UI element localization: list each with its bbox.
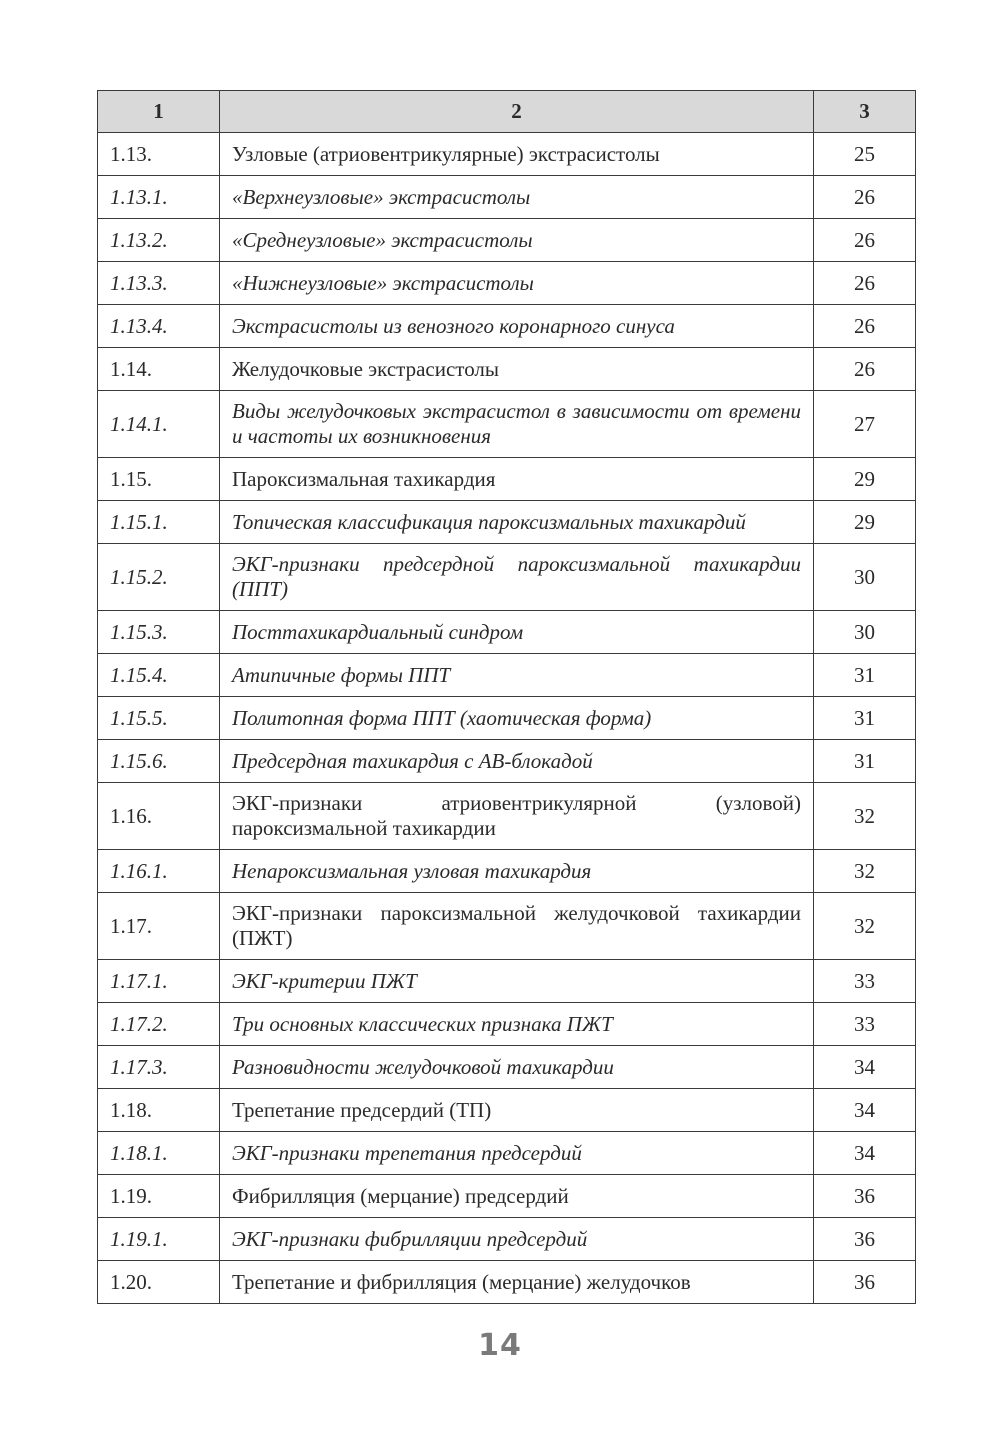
- section-page: 36: [814, 1261, 916, 1304]
- section-number: 1.13.2.: [98, 219, 220, 262]
- table-row: [98, 1089, 916, 1132]
- section-title: Разновидности желудочковой тахикардии: [220, 1046, 814, 1089]
- section-title: Желудочковые экстрасистолы: [220, 348, 814, 391]
- section-number: 1.14.: [98, 348, 220, 391]
- section-title: ЭКГ-признаки фибрилляции предсердий: [220, 1218, 814, 1261]
- section-page: 29: [814, 458, 916, 501]
- table-row: [98, 501, 916, 544]
- section-page: 31: [814, 654, 916, 697]
- section-title: Политопная форма ППТ (хаотическая форма): [220, 697, 814, 740]
- section-number: 1.15.4.: [98, 654, 220, 697]
- section-page: 34: [814, 1046, 916, 1089]
- section-page: 26: [814, 219, 916, 262]
- section-number: 1.17.1.: [98, 960, 220, 1003]
- section-number: 1.13.4.: [98, 305, 220, 348]
- section-title: Трепетание предсердий (ТП): [220, 1089, 814, 1132]
- page-number: 14: [478, 1328, 522, 1363]
- section-number: 1.20.: [98, 1261, 220, 1304]
- section-number: 1.13.3.: [98, 262, 220, 305]
- section-title: Трепетание и фибрилляция (мерцание) желудочков: [220, 1261, 814, 1304]
- header-row: [98, 91, 916, 133]
- table-row: [98, 176, 916, 219]
- table-row: [98, 219, 916, 262]
- section-title: Узловые (атриовентрикулярные) экстрасистолы: [220, 133, 814, 176]
- table-row: [98, 458, 916, 501]
- section-number: 1.14.1.: [98, 391, 220, 458]
- section-title: Посттахикардиальный синдром: [220, 611, 814, 654]
- table-row: [98, 262, 916, 305]
- table-row: [98, 697, 916, 740]
- section-title: Пароксизмальная тахикардия: [220, 458, 814, 501]
- section-page: 32: [814, 850, 916, 893]
- table-row: [98, 391, 916, 458]
- section-number: 1.16.1.: [98, 850, 220, 893]
- section-title: «Нижнеузловые» экстрасистолы: [220, 262, 814, 305]
- section-number: 1.15.2.: [98, 544, 220, 611]
- header-title: 2: [220, 91, 814, 133]
- section-page: 32: [814, 893, 916, 960]
- section-title: ЭКГ-признаки пароксизмальной желудочковой тахикардии (ПЖТ): [220, 893, 814, 960]
- section-page: 32: [814, 783, 916, 850]
- table-row: [98, 1218, 916, 1261]
- section-page: 34: [814, 1132, 916, 1175]
- section-title: «Среднеузловые» экстрасистолы: [220, 219, 814, 262]
- section-title: Три основных классических признака ПЖТ: [220, 1003, 814, 1046]
- section-title: ЭКГ-признаки трепетания предсердий: [220, 1132, 814, 1175]
- section-number: 1.19.1.: [98, 1218, 220, 1261]
- section-page: 31: [814, 740, 916, 783]
- table-row: [98, 783, 916, 850]
- section-number: 1.15.: [98, 458, 220, 501]
- table-row: [98, 544, 916, 611]
- table-row: [98, 1261, 916, 1304]
- table-row: [98, 133, 916, 176]
- section-page: 31: [814, 697, 916, 740]
- section-title: Непароксизмальная узловая тахикардия: [220, 850, 814, 893]
- section-title: Предсердная тахикардия с АВ-блокадой: [220, 740, 814, 783]
- header-page: 3: [814, 91, 916, 133]
- section-number: 1.17.2.: [98, 1003, 220, 1046]
- contents-table: [97, 90, 916, 1304]
- table-row: [98, 1046, 916, 1089]
- section-page: 26: [814, 348, 916, 391]
- table-row: [98, 305, 916, 348]
- section-title: Атипичные формы ППТ: [220, 654, 814, 697]
- table-row: [98, 654, 916, 697]
- table-row: [98, 1175, 916, 1218]
- section-page: 27: [814, 391, 916, 458]
- section-number: 1.17.: [98, 893, 220, 960]
- section-page: 30: [814, 611, 916, 654]
- table-row: [98, 893, 916, 960]
- table-row: [98, 348, 916, 391]
- section-number: 1.15.3.: [98, 611, 220, 654]
- section-number: 1.18.1.: [98, 1132, 220, 1175]
- table-row: [98, 960, 916, 1003]
- table-row: [98, 850, 916, 893]
- section-number: 1.15.6.: [98, 740, 220, 783]
- section-number: 1.15.5.: [98, 697, 220, 740]
- section-page: 26: [814, 176, 916, 219]
- table-row: [98, 740, 916, 783]
- section-number: 1.18.: [98, 1089, 220, 1132]
- table-row: [98, 1003, 916, 1046]
- section-title: «Верхнеузловые» экстрасистолы: [220, 176, 814, 219]
- section-title: ЭКГ-признаки предсердной пароксизмальной тахикардии (ППТ): [220, 544, 814, 611]
- section-page: 25: [814, 133, 916, 176]
- section-title: ЭКГ-критерии ПЖТ: [220, 960, 814, 1003]
- section-title: Виды желудочковых экстрасистол в зависимости от времени и частоты их возникновения: [220, 391, 814, 458]
- section-title: Экстрасистолы из венозного коронарного синуса: [220, 305, 814, 348]
- section-page: 26: [814, 262, 916, 305]
- table-row: [98, 611, 916, 654]
- section-number: 1.13.: [98, 133, 220, 176]
- section-page: 34: [814, 1089, 916, 1132]
- section-number: 1.17.3.: [98, 1046, 220, 1089]
- section-title: ЭКГ-признаки атриовентрикулярной (узловой) пароксизмальной тахикардии: [220, 783, 814, 850]
- header-number: 1: [98, 91, 220, 133]
- section-page: 26: [814, 305, 916, 348]
- section-page: 30: [814, 544, 916, 611]
- section-number: 1.13.1.: [98, 176, 220, 219]
- section-number: 1.15.1.: [98, 501, 220, 544]
- section-title: Топическая классификация пароксизмальных тахикардий: [220, 501, 814, 544]
- table-row: [98, 1132, 916, 1175]
- section-title: Фибрилляция (мерцание) предсердий: [220, 1175, 814, 1218]
- table-body: [98, 133, 916, 1304]
- section-page: 36: [814, 1218, 916, 1261]
- section-number: 1.16.: [98, 783, 220, 850]
- section-page: 36: [814, 1175, 916, 1218]
- section-page: 33: [814, 1003, 916, 1046]
- section-number: 1.19.: [98, 1175, 220, 1218]
- section-page: 29: [814, 501, 916, 544]
- section-page: 33: [814, 960, 916, 1003]
